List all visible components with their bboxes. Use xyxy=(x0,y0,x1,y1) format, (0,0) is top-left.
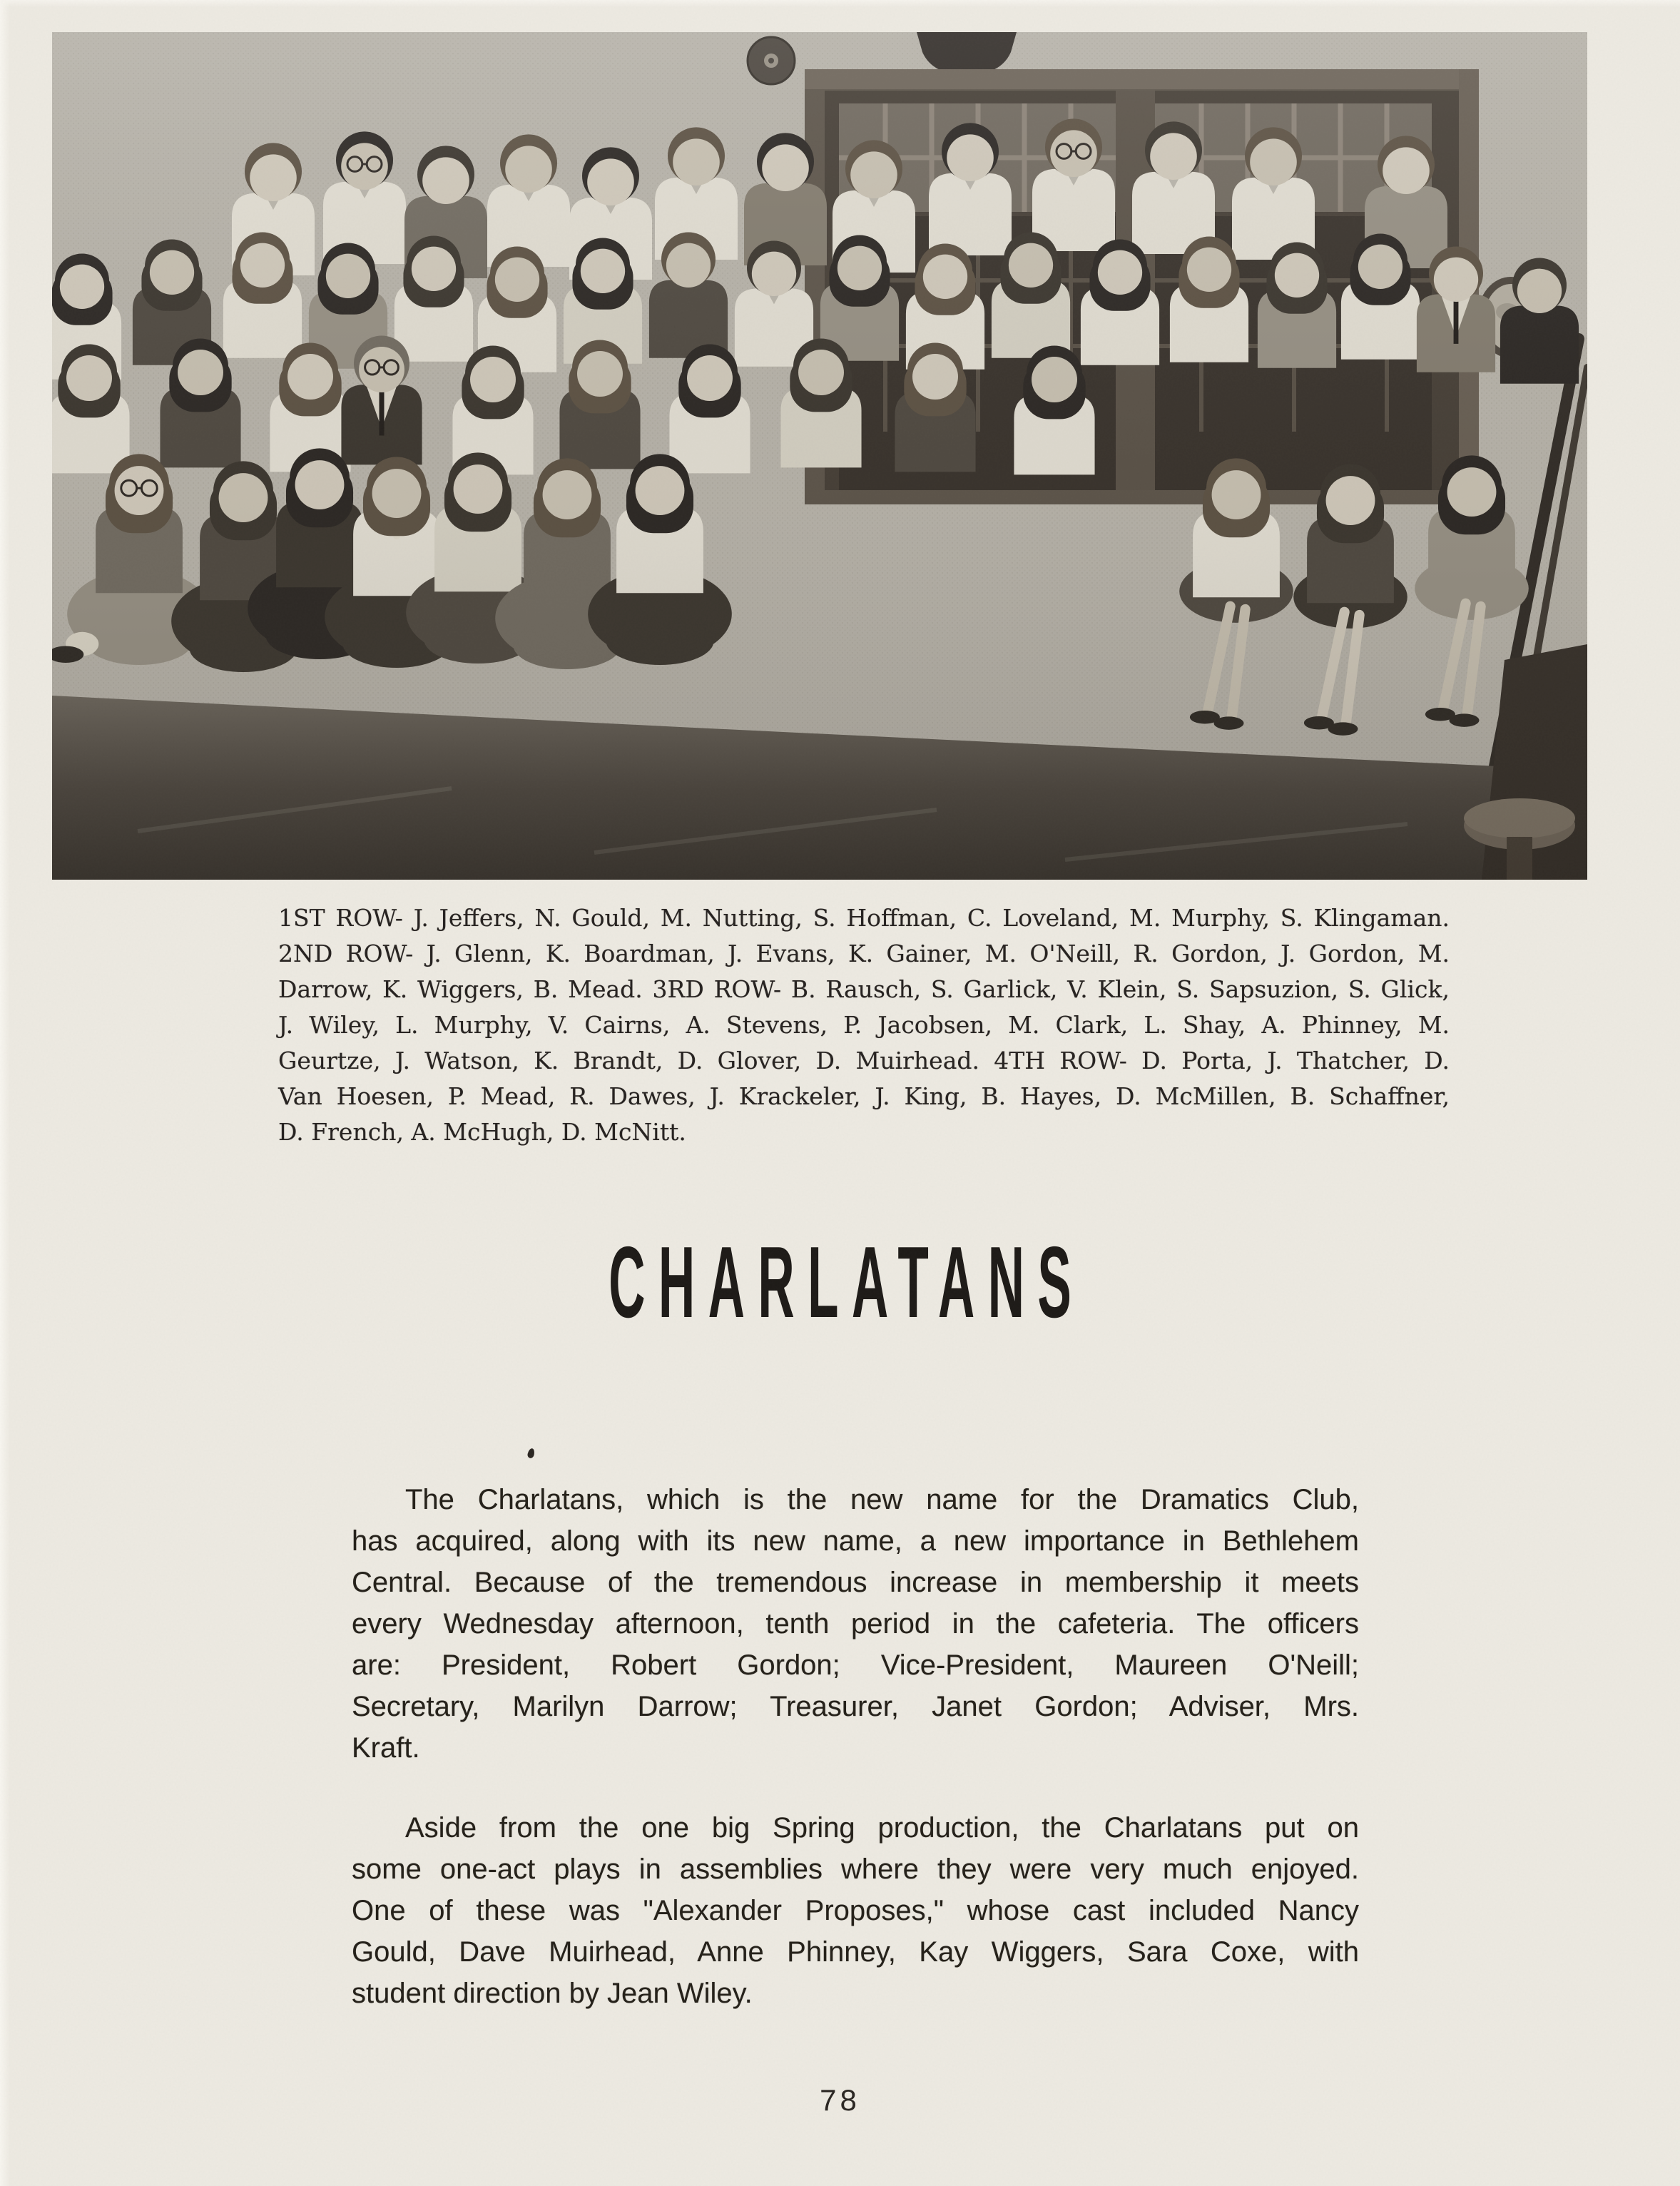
article-line: One of these was "Alexander Proposes," whose cast included Nancy xyxy=(352,1895,1359,1926)
article-line: every Wednesday afternoon, tenth period in the cafeteria. The officers xyxy=(352,1608,1359,1640)
article-line: Kraft. xyxy=(352,1732,420,1764)
article-line: The Charlatans, which is the new name for the Dramatics Club, xyxy=(405,1484,1359,1515)
group-photo-illustration xyxy=(52,32,1587,880)
caption-line: 2ND ROW- J. Glenn, K. Boardman, J. Evans, K. Gainer, M. O'Neill, R. Gordon, J. Gordon, M. xyxy=(278,940,1450,967)
article-line: Gould, Dave Muirhead, Anne Phinney, Kay Wiggers, Sara Coxe, with xyxy=(352,1936,1359,1968)
article-line: Central. Because of the tremendous increase in membership it meets xyxy=(352,1567,1359,1598)
caption-line: D. French, A. McHugh, D. McNitt. xyxy=(278,1118,686,1146)
caption-line: Van Hoesen, P. Mead, R. Dawes, J. Krackeler, J. King, B. Hayes, D. McMillen, B. Schaffner, xyxy=(278,1082,1450,1110)
paragraph xyxy=(352,1807,1359,2014)
caption-line: 1ST ROW- J. Jeffers, N. Gould, M. Nutting, S. Hoffman, C. Loveland, M. Murphy, S. Klingaman. xyxy=(278,904,1450,932)
article-line: Aside from the one big Spring production, the Charlatans put on xyxy=(405,1812,1359,1844)
photo-caption xyxy=(278,900,1450,1150)
paragraph xyxy=(352,1479,1359,1769)
article-line: some one-act plays in assemblies where they were very much enjoyed. xyxy=(352,1854,1359,1885)
club-group-photo xyxy=(52,32,1587,880)
caption-line: Geurtze, J. Watson, K. Brandt, D. Glover, D. Muirhead. 4TH ROW- D. Porta, J. Thatcher, D. xyxy=(278,1047,1450,1074)
page-title: CHARLATANS xyxy=(609,1226,1085,1339)
article-line: student direction by Jean Wiley. xyxy=(352,1978,753,2009)
page-number: 78 xyxy=(820,2083,860,2117)
scan-edge-left xyxy=(0,0,10,2186)
article-line: Secretary, Marilyn Darrow; Treasurer, Janet Gordon; Adviser, Mrs. xyxy=(352,1691,1359,1722)
article-line: are: President, Robert Gordon; Vice-President, Maureen O'Neill; xyxy=(352,1649,1359,1681)
article-line: has acquired, along with its new name, a new importance in Bethlehem xyxy=(352,1525,1359,1557)
scan-edge-top xyxy=(0,0,1680,7)
caption-line: Darrow, K. Wiggers, B. Mead. 3RD ROW- B. Rausch, S. Garlick, V. Klein, S. Sapsuzion, S. Glick, xyxy=(278,975,1450,1003)
article-text xyxy=(352,1479,1359,2014)
photo-shading xyxy=(52,32,1587,880)
ink-dot xyxy=(526,1448,535,1459)
caption-line: J. Wiley, L. Murphy, V. Cairns, A. Stevens, P. Jacobsen, M. Clark, L. Shay, A. Phinney, M. xyxy=(278,1011,1450,1039)
